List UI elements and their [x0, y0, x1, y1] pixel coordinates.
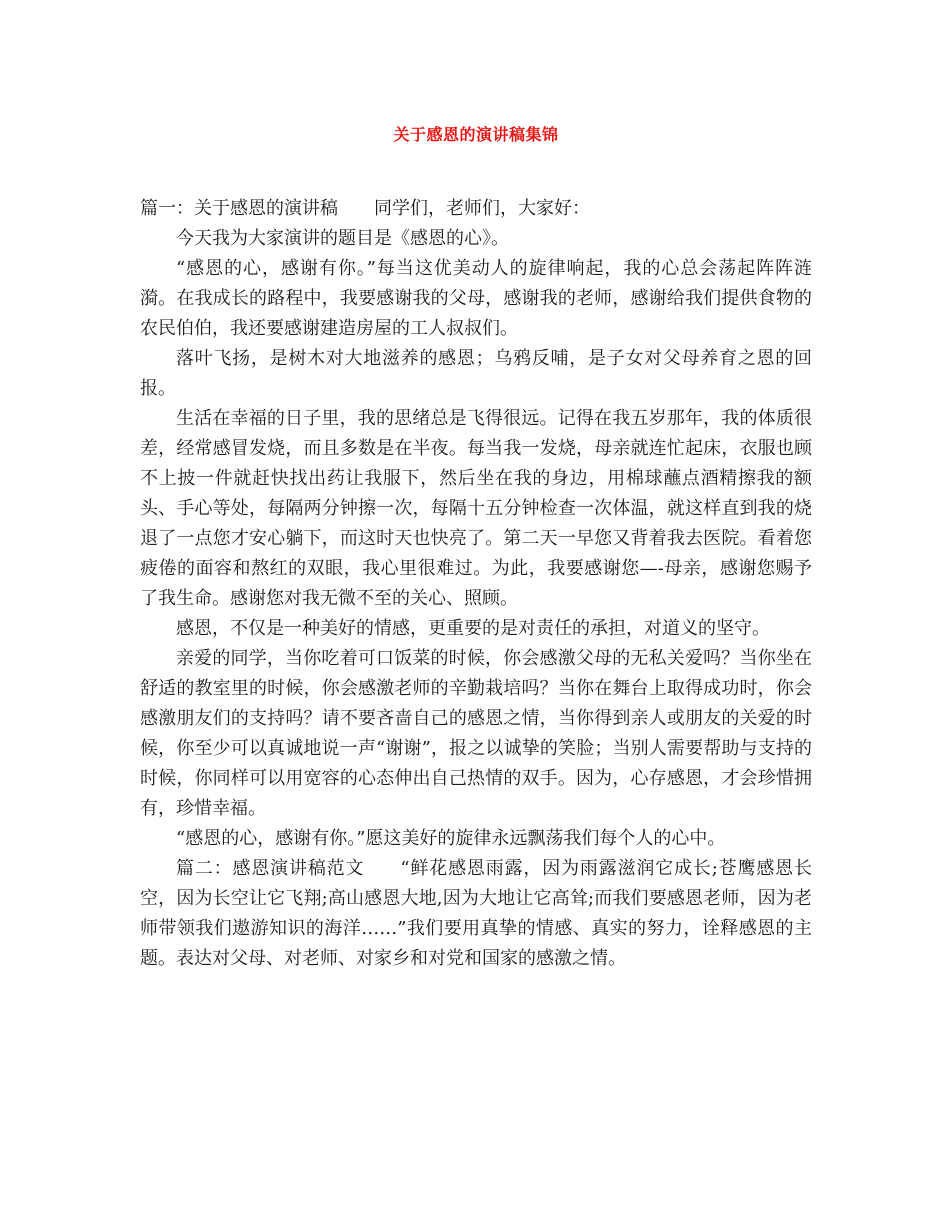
paragraph: 亲爱的同学，当你吃着可口饭菜的时候，你会感激父母的无私关爱吗？当你坐在舒适的教室里的时候，你会感激老师的辛勤栽培吗？当你在舞台上取得成功时，你会感激朋友们的支持吗？请不要吝啬自己的感恩之情，当你得到亲人或朋友的关爱的时候，你至少可以真诚地说一声“谢谢”，报之以诚挚的笑脸；当别人需要帮助与支持的时候，你同样可以用宽容的心态伸出自己热情的双手。因为，心存感恩，才会珍惜拥有，珍惜幸福。	[140, 648, 812, 819]
paragraph: 生活在幸福的日子里，我的思绪总是飞得很远。记得在我五岁那年，我的体质很差，经常感冒发烧，而且多数是在半夜。每当我一发烧，母亲就连忙起床，衣服也顾不上披一件就赶快找出药让我服下，然后坐在我的身边，用棉球蘸点酒精擦我的额头、手心等处，每隔两分钟擦一次，每隔十五分钟检查一次体温，就这样直到我的烧退了一点您才安心躺下，而这时天也快亮了。第二天一早您又背着我去医院。看着您疲倦的面容和熬红的双眼，我心里很难过。为此，我要感谢您—-母亲，感谢您赐予了我生命。感谢您对我无微不至的关心、照顾。	[140, 408, 812, 609]
section2-text: “鲜花感恩雨露，因为雨露滋润它成长;苍鹰感恩长空，因为长空让它飞翔;高山感恩大地,因为大地让它高耸;而我们要感恩老师，因为老师带领我们遨游知识的海洋……”我们要用真挚的情感、真实的努力，诠释感恩的主题。表达对父母、对老师、对家乡和对党和国家的感激之情。	[140, 858, 813, 969]
paragraph: 今天我为大家演讲的题目是《感恩的心》。	[176, 228, 509, 249]
section2-paragraph	[140, 854, 812, 974]
paragraph: “感恩的心，感谢有你。”愿这美好的旋律永远飘荡我们每个人的心中。	[176, 828, 726, 849]
paragraph: “感恩的心，感谢有你。”每当这优美动人的旋律响起，我的心总会荡起阵阵涟漪。在我成长的路程中，我要感谢我的父母，感谢我的老师，感谢给我们提供食物的农民伯伯，我还要感谢建造房屋的工人叔叔们。	[140, 258, 812, 339]
section1-heading: 篇一：关于感恩的演讲稿	[140, 198, 338, 219]
paragraph: 落叶飞扬，是树木对大地滋养的感恩；乌鸦反哺，是子女对父母养育之恩的回报。	[140, 348, 812, 399]
document-page	[140, 0, 812, 1230]
section1-header-line	[140, 194, 812, 224]
document-body	[140, 194, 812, 974]
paragraph: 感恩，不仅是一种美好的情感，更重要的是对责任的承担，对道义的坚守。	[176, 618, 770, 639]
section2-heading: 篇二：感恩演讲稿范文	[176, 858, 365, 879]
document-title: 关于感恩的演讲稿集锦	[393, 125, 559, 144]
section1-greeting: 同学们，老师们，大家好：	[374, 198, 590, 219]
